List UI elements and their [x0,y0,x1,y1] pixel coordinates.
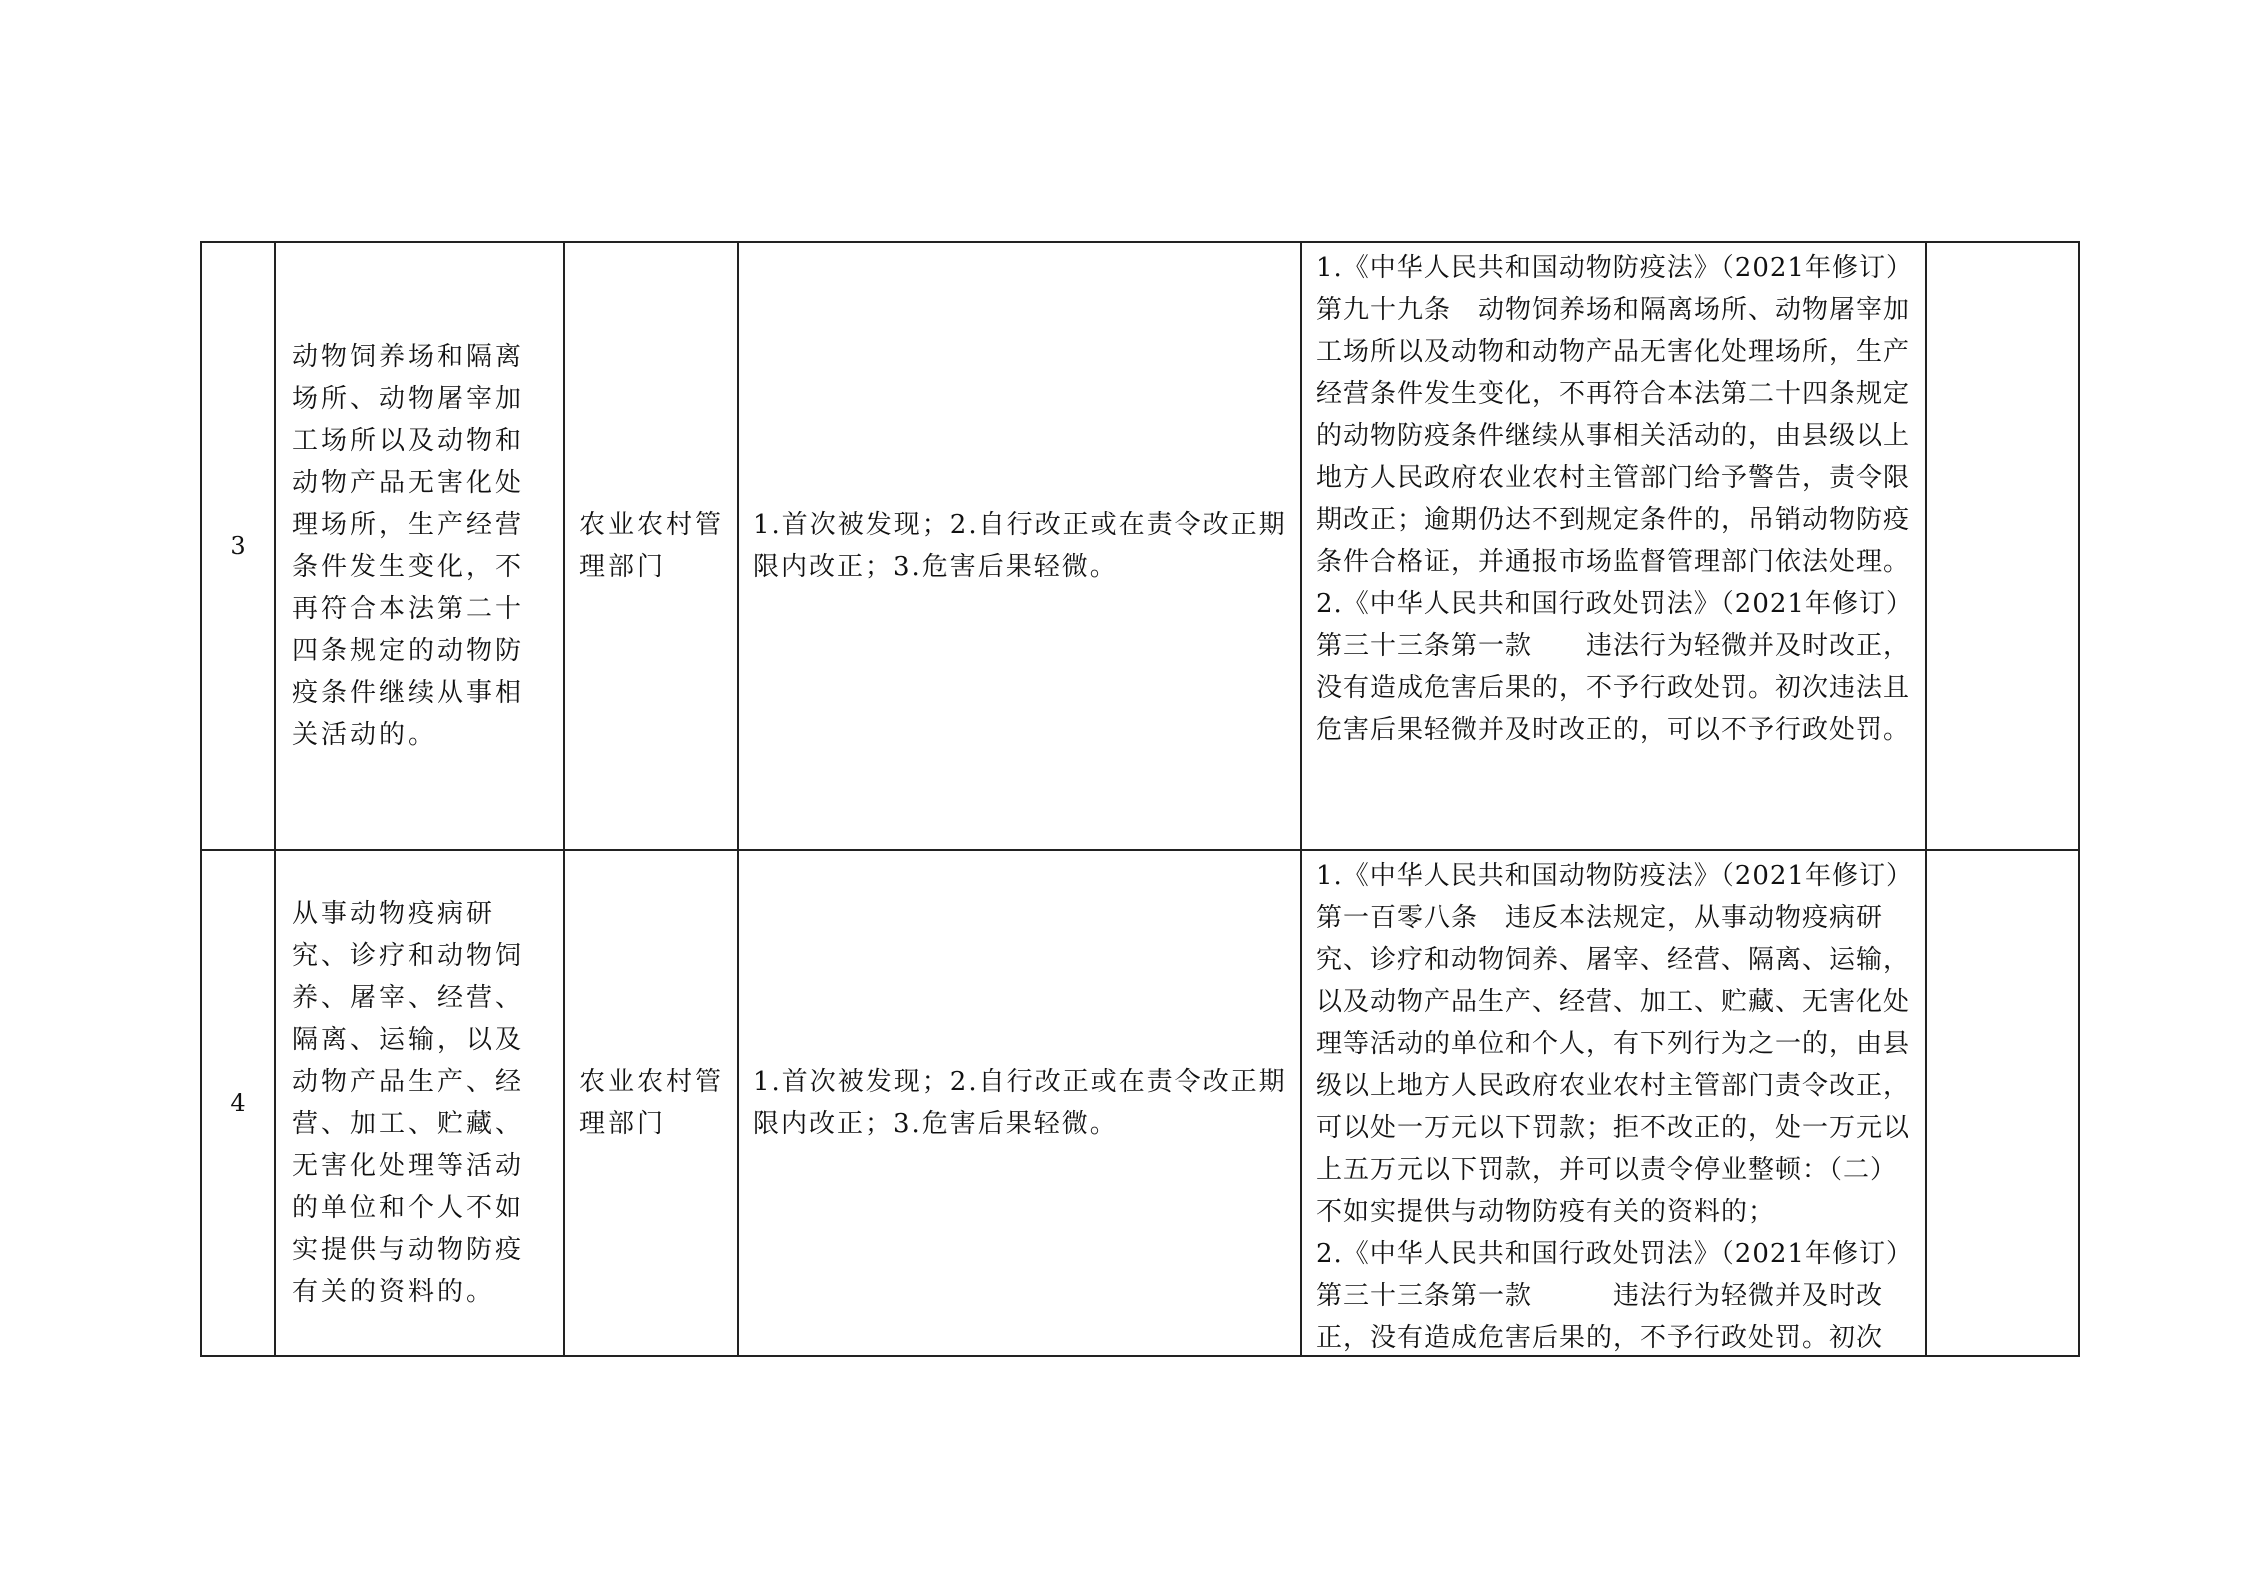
violation-behavior-text: 动物饲养场和隔离场所、动物屠宰加工场所以及动物和动物产品无害化处理场所，生产经营条件发生变化，不再符合本法第二十四条规定的动物防疫条件继续从事相关活动的。 [292,342,525,750]
legal-basis-cell [1301,242,1926,850]
department-cell [564,242,738,850]
penalty-exemption-table [200,241,2080,1357]
violation-behavior-cell [275,850,564,1356]
violation-behavior-cell [275,242,564,850]
conditions-cell [738,242,1301,850]
row-number: 4 [201,850,275,1356]
department-cell [564,850,738,1356]
table-row [201,850,2079,1356]
department-text: 农业农村管理部门 [579,510,725,582]
penalty-exemption-table-wrapper [200,241,2080,1357]
legal-basis-text: 1.《中华人民共和国动物防疫法》（2021年修订） 第一百零八条 违反本法规定，从事动物疫病研究、诊疗和动物饲养、屠宰、经营、隔离、运输，以及动物产品生产、经营、加工、贮藏、无害化处理等活动的单位和个人，有下列行为之一的，由县级以上地方人民政府农业农村主管部门责令改正，可以处一万元以下罚款；拒不改正的，处一万元以上五万元以下罚款，并可以责令停业整顿：（二）不如实提供与动物防疫有关的资料的； 2.《中华人民共和国行政处罚法》（2021年修订） 第三十三条第一款 违法行为轻微并及时改正，没有造成危害后果的，不予行政处罚。初次 [1316,861,1913,1353]
department-text: 农业农村管理部门 [579,1067,725,1139]
legal-basis-cell [1301,850,1926,1356]
table-row [201,242,2079,850]
violation-behavior-text: 从事动物疫病研究、诊疗和动物饲养、屠宰、经营、隔离、运输，以及动物产品生产、经营、加工、贮藏、无害化处理等活动的单位和个人不如实提供与动物防疫有关的资料的。 [292,899,525,1307]
conditions-cell [738,850,1301,1356]
remarks-cell [1926,850,2079,1356]
conditions-text: 1.首次被发现；2.自行改正或在责令改正期限内改正；3.危害后果轻微。 [753,510,1287,582]
remarks-cell [1926,242,2079,850]
conditions-text: 1.首次被发现；2.自行改正或在责令改正期限内改正；3.危害后果轻微。 [753,1067,1287,1139]
legal-basis-text: 1.《中华人民共和国动物防疫法》（2021年修订） 第九十九条 动物饲养场和隔离场所、动物屠宰加工场所以及动物和动物产品无害化处理场所，生产经营条件发生变化，不再符合本法第二十四条规定的动物防疫条件继续从事相关活动的，由县级以上地方人民政府农业农村主管部门给予警告，责令限期改正；逾期仍达不到规定条件的，吊销动物防疫条件合格证，并通报市场监督管理部门依法处理。 2.《中华人民共和国行政处罚法》（2021年修订） 第三十三条第一款 违法行为轻微并及时改正，没有造成危害后果的，不予行政处罚。初次违法且危害后果轻微并及时改正的，可以不予行政处罚。 [1316,253,1913,745]
row-number: 3 [201,242,275,850]
